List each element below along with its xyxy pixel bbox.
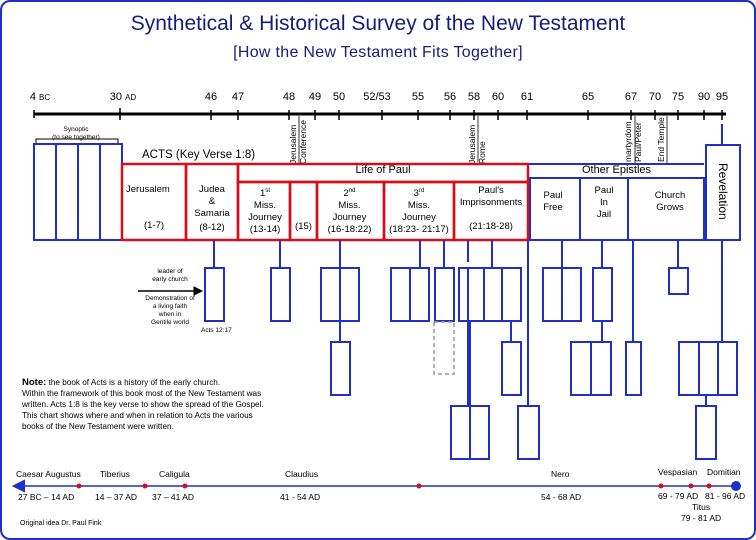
other-epistles-box bbox=[530, 178, 704, 240]
year-56: 56 bbox=[443, 91, 457, 103]
emperor-domitian-dates: 81 - 96 AD bbox=[705, 491, 746, 501]
box-jerusalem bbox=[122, 164, 186, 240]
acts-12-17-ref: Acts 12:17 bbox=[201, 327, 232, 334]
acts-chapter-15: (15) bbox=[295, 221, 312, 232]
emperor-titus-name: Titus bbox=[692, 502, 711, 512]
year-90: 90 bbox=[697, 91, 711, 103]
emperor-vespasian-name: Vespasian bbox=[658, 467, 698, 477]
year-50: 50 bbox=[332, 91, 346, 103]
emperor-caligula-dates: 37 – 41 AD bbox=[152, 492, 195, 502]
emperor-nero-name: Nero bbox=[551, 469, 570, 479]
box-third-journey bbox=[384, 182, 454, 240]
year-95: 95 bbox=[715, 91, 729, 103]
label-end-temple: End Temple bbox=[656, 117, 666, 162]
year-58: 58 bbox=[467, 91, 481, 103]
year-60: 60 bbox=[491, 91, 505, 103]
year-65: 65 bbox=[581, 91, 595, 103]
acts-jerusalem-ref: (1-7) bbox=[143, 220, 165, 231]
acts-first-journey: 1st Miss. Journey (13-14) bbox=[248, 188, 282, 236]
year-48: 48 bbox=[282, 91, 296, 103]
dashed-box bbox=[434, 322, 454, 374]
emperor-claudius-name: Claudius bbox=[285, 469, 319, 479]
revelation-box bbox=[706, 145, 740, 240]
other-epistles-label: Other Epistles bbox=[581, 164, 652, 176]
church-grows: Church Grows bbox=[654, 190, 686, 213]
year-70: 70 bbox=[648, 91, 662, 103]
year-46: 46 bbox=[204, 91, 218, 103]
acts-frame bbox=[122, 164, 528, 240]
label-martyrdom: martyrdom Paul/Peter bbox=[623, 121, 643, 162]
box-judea bbox=[186, 164, 238, 240]
emperor-tiberius-name: Tiberius bbox=[100, 469, 130, 479]
box-life-of-paul bbox=[238, 164, 528, 182]
epistle-boxes bbox=[205, 240, 737, 459]
emperor-domitian-name: Domitian bbox=[707, 467, 741, 477]
acts-red-boxes bbox=[122, 164, 528, 240]
year-4bc: 4 BC bbox=[29, 91, 51, 103]
year-30ad: 30 AD bbox=[109, 91, 137, 103]
year-61: 61 bbox=[520, 91, 534, 103]
emperor-claudius-dates: 41 - 54 AD bbox=[280, 492, 321, 502]
acts-label: ACTS (Key Verse 1:8) bbox=[142, 149, 256, 161]
acts-judea-ref: (8-12) bbox=[199, 222, 225, 233]
revelation-label: Revelation bbox=[716, 162, 730, 220]
label-jerusalem-rome: Jerusalem Rome bbox=[467, 124, 487, 164]
acts-second-journey: 2nd Miss. Journey (16-18:22) bbox=[327, 188, 372, 236]
year-47: 47 bbox=[231, 91, 245, 103]
synoptic-label: Synoptic (to see together) bbox=[52, 126, 100, 141]
emperor-augustus-name: Caesar Augustus bbox=[16, 469, 81, 479]
acts-jerusalem: Jerusalem bbox=[126, 184, 170, 195]
paul-free: Paul Free bbox=[543, 190, 563, 213]
credit-text: Original idea Dr. Paul Fink bbox=[20, 520, 102, 527]
box-chapter-15 bbox=[290, 182, 317, 240]
year-52-53: 52/53 bbox=[363, 91, 391, 103]
emperor-caligula-name: Caligula bbox=[159, 469, 190, 479]
page-subtitle: [How the New Testament Fits Together] bbox=[233, 44, 523, 61]
emperor-nero-dates: 54 - 68 AD bbox=[541, 492, 582, 502]
year-75: 75 bbox=[671, 91, 685, 103]
acts-imprisonments: Paul's Imprisonments bbox=[459, 185, 523, 208]
leader-note: leader of early church bbox=[152, 268, 188, 283]
label-jerusalem-conference: Jerusalem Conference bbox=[288, 120, 308, 164]
diagram-graphics bbox=[2, 2, 754, 538]
paul-in-jail: Paul In Jail bbox=[594, 185, 614, 220]
year-55: 55 bbox=[411, 91, 425, 103]
acts-third-journey: 3rd Miss. Journey (18:23- 21:17) bbox=[389, 188, 449, 236]
emperor-titus-dates: 79 - 81 AD bbox=[681, 513, 722, 523]
box-first-journey bbox=[238, 182, 290, 240]
acts-judea: Judea & Samaria bbox=[194, 184, 230, 219]
year-49: 49 bbox=[308, 91, 322, 103]
event-lines bbox=[299, 116, 667, 164]
box-imprisonments bbox=[454, 182, 528, 240]
box-second-journey bbox=[317, 182, 384, 240]
emperor-vespasian-dates: 69 - 79 AD bbox=[658, 491, 699, 501]
life-of-paul-label: Life of Paul bbox=[355, 164, 411, 176]
year-67: 67 bbox=[624, 91, 638, 103]
emperor-augustus-dates: 27 BC – 14 AD bbox=[18, 492, 75, 502]
demonstration-note: Demonstration of a living faith when in Gentile world bbox=[145, 295, 195, 326]
emperors-arrowhead bbox=[14, 481, 24, 491]
emperor-tiberius-dates: 14 – 37 AD bbox=[95, 492, 138, 502]
acts-imprisonments-ref: (21:18-28) bbox=[469, 221, 513, 232]
note-paragraph: Note: the book of Acts is a history of the early church. Within the framework of this book most of the New Testament was written. Acts 1:8 is the key verse to show the spread of the Gospel. This chart shows where and when in relation to Acts the various books of the New Testament were written. bbox=[22, 377, 264, 431]
page-title: Synthetical & Historical Survey of the New Testament bbox=[130, 12, 626, 35]
